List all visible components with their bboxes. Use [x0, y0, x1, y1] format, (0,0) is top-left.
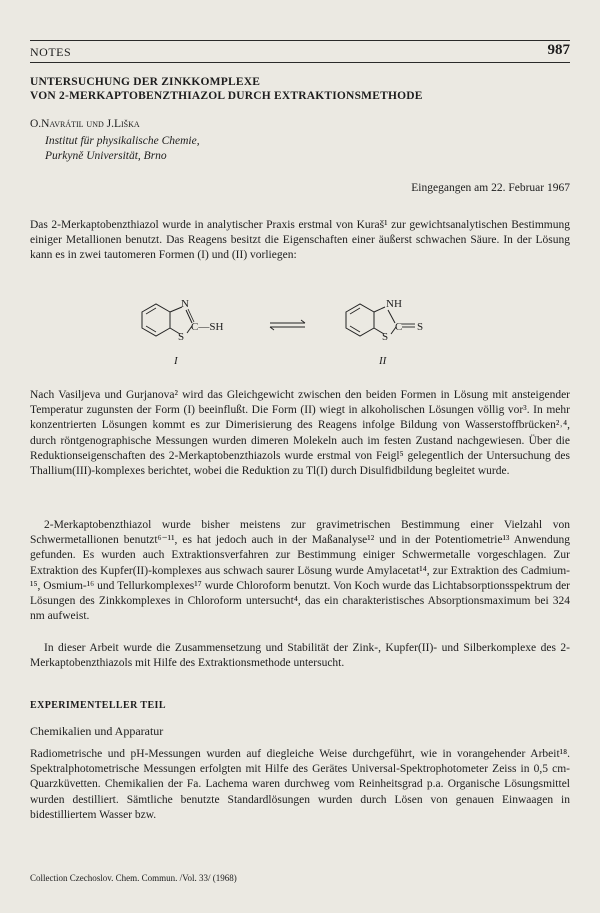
form1-n-label: N [181, 298, 189, 310]
title-line-2: VON 2-MERKAPTOBENZTHIAZOL DURCH EXTRAKTIONSMETHODE [30, 90, 423, 102]
header-bottom-rule [30, 62, 570, 63]
page-number: 987 [547, 42, 570, 58]
affiliation-line-2: Purkyně Universität, Brno [45, 150, 167, 162]
paragraph-intro: Das 2-Merkaptobenzthiazol wurde in analytischer Praxis erstmal von Kuraš¹ zur gewichtsanalytischen Bestimmung einiger Metallionen benutzt. Das Reagens besitzt die Eigenschaften einer äußerst schwachen Säure. In der Lösung kann es in zwei tautomeren Formen (I) und (II) vorliegen: [30, 219, 570, 262]
form2-roman-label: II [379, 355, 387, 367]
section-heading-experimental: EXPERIMENTELLER TEIL [30, 700, 166, 711]
form1-s-label: S [178, 331, 185, 343]
form2-thione-s-label: S [417, 321, 424, 333]
form2-s-label: S [382, 331, 389, 343]
form2-c-label: C [395, 321, 403, 333]
form2-nh-label: NH [386, 298, 402, 310]
subsection-heading-chemicals: Chemikalien und Apparatur [30, 724, 164, 738]
affiliation [45, 134, 200, 164]
paragraph-aim: In dieser Arbeit wurde die Zusammensetzung und Stabilität der Zink-, Kupfer(II)- und Silberkomplexe des 2-Merkaptobenzthiazols mit Hilfe des Extraktionsmethode untersucht. [30, 642, 570, 670]
structure-form-2 [346, 298, 423, 367]
footer-citation: Collection Czechoslov. Chem. Commun. /Vol. 33/ (1968) [30, 873, 237, 883]
running-head: NOTES [30, 45, 72, 59]
form1-c-sh-label: C—SH [191, 321, 224, 333]
affiliation-line-1: Institut für physikalische Chemie, [45, 135, 200, 147]
equilibrium-arrow [270, 320, 305, 330]
received-date: Eingegangen am 22. Februar 1967 [411, 182, 570, 194]
structure-form-1 [142, 298, 223, 367]
header-top-rule [30, 40, 570, 41]
article-title [30, 75, 570, 103]
form1-roman-label: I [174, 355, 178, 367]
tautomer-structures [120, 290, 440, 370]
authors: O.Navrátil und J.Liška [30, 118, 140, 130]
paragraph-equilibrium: Nach Vasiljeva und Gurjanova² wird das Gleichgewicht zwischen den beiden Formen in Lösung mit ansteigender Temperatur zugunsten der Form (I) beeinflußt. Die Form (II) wiegt in alkoholischen Lösungen völlig vor³. In mehr konzentrierten Lösungen kommt es zur Dimerisierung des Reagens infolge Bildung von Wasserstoffbrücken²˒⁴, durch röntgenographische Messungen wurden dimeren Molekeln auch im festen Zustand nachgewiesen. Über die Reduktionseigenschaften des 2-Merkaptobenzthiazols wurde erstmal von Feigl⁵ gelegentlich der Untersuchung des Thallium(III)-komplexes berichtet, wobei die Reduktion zu Tl(I) durch Disulfidbildung begleitet wurde. [30, 389, 570, 478]
paragraph-prior-use: 2-Merkaptobenzthiazol wurde bisher meistens zur gravimetrischen Bestimmung einer Vielzahl von Schwermetallionen benutzt⁶⁻¹¹, es hat jedoch auch in der Maßanalyse¹² und in der Potentiometrie¹³ Anwendung gefunden. Es wurden auch Extraktionsverfahren zur Bestimmung einiger Schwermetalle vorgeschlagen. Zur Extraktion des Kupfer(II)-komplexes aus schwach saurer Lösung wurde Amylacetat¹⁴, zur Extraktion des Cadmium-¹⁵, Osmium-¹⁶ und Tellurkomplexes¹⁷ wurde Chloroform benutzt. Von Koch wurde das Lichtabsorptionsspektrum der Lösungen des Zinkkomplexes in Chloroform untersucht⁴, das ein charakteristisches Absorptionsmaximum bei 324 nm aufweist. [30, 519, 570, 623]
paragraph-methods: Radiometrische und pH-Messungen wurden auf diegleiche Weise durchgeführt, wie in vorangehender Arbeit¹⁸. Spektralphotometrische Messungen erfolgten mit Hilfe des Gerätes Universal-Spektrophotometer Zeiss in 0,5 cm-Quarzküvetten. Chemikalien der Fa. Lachema waren durchweg vom Reinheitsgrad p.a. Organische Lösungsmittel wurden destilliert. Sämtliche benutzte Standardlösungen wurden durch Lösen von genauen Einwaagen in bidestilliertem Wasser bzw. [30, 748, 570, 821]
title-line-1: UNTERSUCHUNG DER ZINKKOMPLEXE [30, 76, 261, 88]
